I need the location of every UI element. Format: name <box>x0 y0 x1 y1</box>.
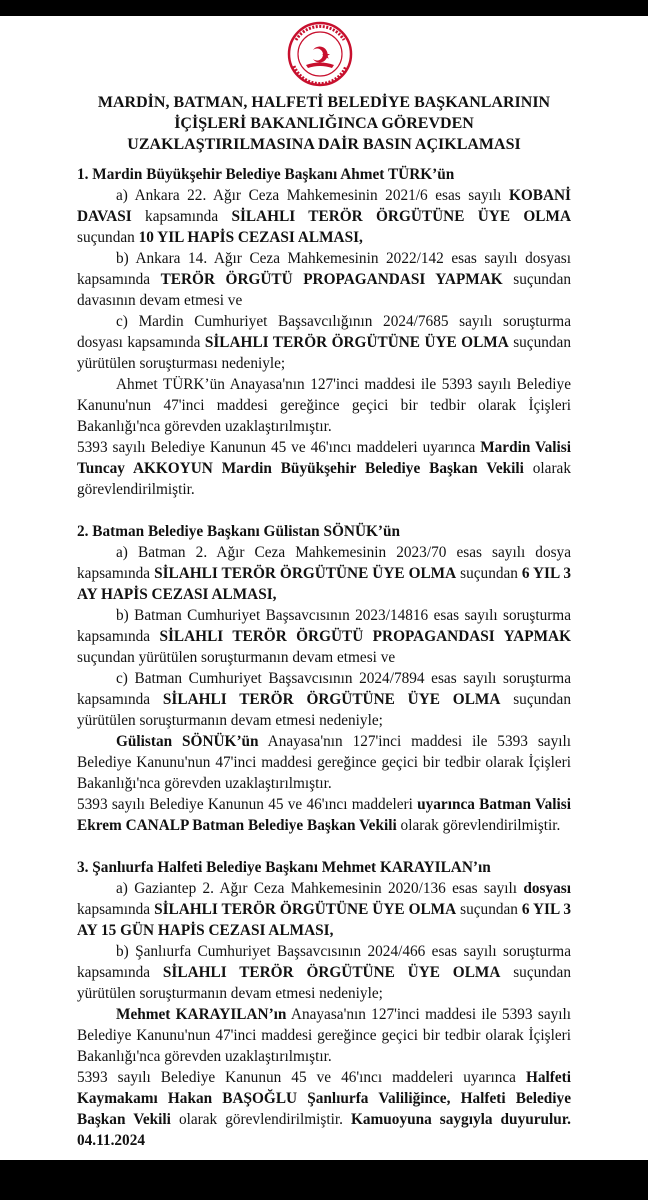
paragraph: a) Gaziantep 2. Ağır Ceza Mahkemesinin 2020/136 esas sayılı dosyası kapsamında SİLAHLI TERÖR ÖRGÜTÜNE ÜYE OLMA suçundan 6 YIL 3 AY 15 GÜN HAPİS CEZASI ALMASI, <box>77 880 571 939</box>
title-line: İÇİŞLERİ BAKANLIĞINCA GÖREVDEN <box>174 115 474 132</box>
paragraph: c) Batman Cumhuriyet Başsavcısının 2024/7894 esas sayılı soruşturma kapsamında SİLAHLI TERÖR ÖRGÜTÜNE ÜYE OLMA suçundan yürütülen soruşturmanın devam etmesi nedeniyle; <box>77 670 571 729</box>
title-line: UZAKLAŞTIRILMASINA DAİR BASIN AÇIKLAMASI <box>127 136 521 153</box>
paragraph: 5393 sayılı Belediye Kanunun 45 ve 46'ıncı maddeleri uyarınca Mardin Valisi Tuncay AKKOYUN Mardin Büyükşehir Belediye Başkan Vekili olarak görevlendirilmiştir. <box>77 439 572 498</box>
section-heading: 2. Batman Belediye Başkanı Gülistan SÖNÜK’ün <box>77 523 400 540</box>
paragraph: a) Ankara 22. Ağır Ceza Mahkemesinin 2021/6 esas sayılı KOBANİ DAVASI kapsamında SİLAHLI TERÖR ÖRGÜTÜNE ÜYE OLMA suçundan 10 YIL HAPİS CEZASI ALMASI, <box>77 187 571 246</box>
top-status-bar <box>0 0 648 16</box>
paragraph: b) Şanlıurfa Cumhuriyet Başsavcısının 2024/466 esas sayılı soruşturma kapsamında SİLAHLI TERÖR ÖRGÜTÜNE ÜYE OLMA suçundan yürütülen soruşturmanın devam etmesi nedeniyle; <box>77 943 571 1002</box>
paragraph: Mehmet KARAYILAN’ın Anayasa'nın 127'inci maddesi ile 5393 sayılı Belediye Kanunu'nun 47'inci maddesi gereğince geçici bir tedbir olarak İçişleri Bakanlığı'nca görevden uzaklaştırılmıştır. <box>77 1006 572 1065</box>
ministry-seal-icon <box>280 20 360 88</box>
paragraph: c) Mardin Cumhuriyet Başsavcılığının 2024/7685 sayılı soruşturma dosyası kapsamında SİLAHLI TERÖR ÖRGÜTÜNE ÜYE OLMA suçundan yürütülen soruşturması nedeniyle; <box>77 313 571 372</box>
paragraph: Gülistan SÖNÜK’ün Anayasa'nın 127'inci maddesi ile 5393 sayılı Belediye Kanunu'nun 47'inci maddesi gereğince geçici bir tedbir olarak İçişleri Bakanlığı'nca görevden uzaklaştırılmıştır. <box>77 733 571 792</box>
section-heading: 1. Mardin Büyükşehir Belediye Başkanı Ahmet TÜRK’ün <box>77 166 455 183</box>
paragraph: 5393 sayılı Belediye Kanunun 45 ve 46'ıncı maddeleri uyarınca Halfeti Kaymakamı Hakan BAŞOĞLU Şanlıurfa Valiliğince, Halfeti Belediye Başkan Vekili olarak görevlendirilmiştir. Kamuoyuna saygıyla duyurulur. 04.11.2024 <box>77 1069 571 1149</box>
bottom-bar <box>0 1160 648 1200</box>
document-title <box>40 92 608 155</box>
document-body <box>77 164 571 1151</box>
paragraph: a) Batman 2. Ağır Ceza Mahkemesinin 2023/70 esas sayılı dosya kapsamında SİLAHLI TERÖR ÖRGÜTÜNE ÜYE OLMA suçundan 6 YIL 3 AY HAPİS CEZASI ALMASI, <box>77 544 571 603</box>
paragraph: b) Ankara 14. Ağır Ceza Mahkemesinin 2022/142 esas sayılı dosyası kapsamında TERÖR ÖRGÜTÜ PROPAGANDASI YAPMAK suçundan davasının devam etmesi ve <box>77 250 572 309</box>
section-heading: 3. Şanlıurfa Halfeti Belediye Başkanı Mehmet KARAYILAN’ın <box>77 859 491 876</box>
title-line: MARDİN, BATMAN, HALFETİ BELEDİYE BAŞKANLARININ <box>97 94 551 111</box>
paragraph: Ahmet TÜRK’ün Anayasa'nın 127'inci maddesi ile 5393 sayılı Belediye Kanunu'nun 47'inci maddesi gereğince geçici bir tedbir olarak İçişleri Bakanlığı'nca görevden uzaklaştırılmıştır. <box>77 376 571 435</box>
paragraph: b) Batman Cumhuriyet Başsavcısının 2023/14816 esas sayılı soruşturma kapsamında SİLAHLI TERÖR ÖRGÜTÜ PROPAGANDASI YAPMAK suçundan yürütülen soruşturmanın devam etmesi ve <box>77 607 572 666</box>
paragraph: 5393 sayılı Belediye Kanunun 45 ve 46'ıncı maddeleri uyarınca Batman Valisi Ekrem CANALP Batman Belediye Başkan Vekili olarak görevlendirilmiştir. <box>77 796 571 834</box>
